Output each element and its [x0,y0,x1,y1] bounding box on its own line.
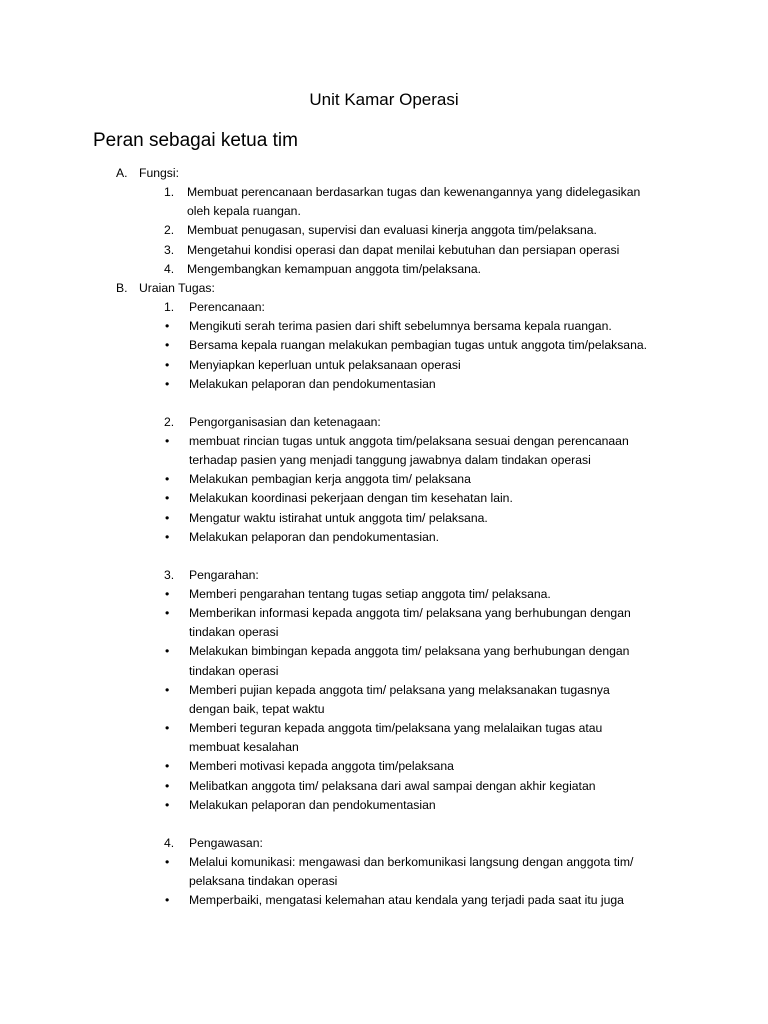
item-text: Mengetahui kondisi operasi dan dapat menilai kebutuhan dan persiapan operasi [187,242,620,257]
section-heading: Peran sebagai ketua tim [93,130,298,151]
bullet-text: membuat kesalahan [189,740,299,755]
item-number: 4. [164,261,175,276]
bullet-text: Memberi pujian kepada anggota tim/ pelaksana yang melaksanakan tugasnya [189,682,610,697]
bullet-icon: • [165,854,170,869]
section-label: B. [116,280,128,295]
item-number: 1. [164,185,175,200]
bullet-text: Memberikan informasi kepada anggota tim/ pelaksana yang berhubungan dengan [189,606,631,621]
section-title: Uraian Tugas: [139,280,215,295]
document-title: Unit Kamar Operasi [309,90,459,109]
item-text: Mengembangkan kemampuan anggota tim/pelaksana. [187,261,482,276]
bullet-icon: • [165,491,170,506]
group-number: 4. [164,835,175,850]
bullet-icon: • [165,433,170,448]
bullet-icon: • [165,759,170,774]
bullet-text: Memberi motivasi kepada anggota tim/pelaksana [189,759,454,774]
bullet-text: Mengatur waktu istirahat untuk anggota tim/ pelaksana. [189,510,488,525]
bullet-text: tindakan operasi [189,663,279,678]
bullet-text: Melibatkan anggota tim/ pelaksana dari awal sampai dengan akhir kegiatan [189,778,596,793]
bullet-text: membuat rincian tugas untuk anggota tim/pelaksana sesuai dengan perencanaan [189,433,629,448]
group-title: Pengorganisasian dan ketenagaan: [189,414,381,429]
item-text: Membuat penugasan, supervisi dan evaluasi kinerja anggota tim/pelaksana. [187,223,597,238]
bullet-text: Memberi teguran kepada anggota tim/pelaksana yang melalaikan tugas atau [189,721,603,736]
bullet-icon: • [165,319,170,334]
bullet-text: Bersama kepala ruangan melakukan pembagian tugas untuk anggota tim/pelaksana. [189,338,648,353]
bullet-icon: • [165,338,170,353]
bullet-icon: • [165,644,170,659]
bullet-icon: • [165,472,170,487]
bullet-text: Melakukan pelaporan dan pendokumentasian [189,797,436,812]
bullet-text: Melakukan koordinasi pekerjaan dengan tim kesehatan lain. [189,491,513,506]
bullet-text: Menyiapkan keperluan untuk pelaksanaan operasi [189,357,461,372]
bullet-icon: • [165,529,170,544]
bullet-text: Melakukan bimbingan kepada anggota tim/ pelaksana yang berhubungan dengan [189,644,630,659]
bullet-text: pelaksana tindakan operasi [189,874,338,889]
bullet-icon: • [165,797,170,812]
item-text: Membuat perencanaan berdasarkan tugas dan kewenangannya yang didelegasikan [187,185,641,200]
bullet-text: Memperbaiki, mengatasi kelemahan atau kendala yang terjadi pada saat itu juga [189,893,624,908]
group-number: 2. [164,414,175,429]
bullet-text: dengan baik, tepat waktu [189,701,325,716]
bullet-text: Mengikuti serah terima pasien dari shift sebelumnya bersama kepala ruangan. [189,319,612,334]
bullet-text: Melakukan pembagian kerja anggota tim/ pelaksana [189,472,471,487]
group-title: Pengawasan: [189,835,263,850]
bullet-text: Melakukan pelaporan dan pendokumentasian. [189,529,440,544]
group-number: 3. [164,567,175,582]
group-number: 1. [164,300,175,315]
bullet-text: tindakan operasi [189,625,279,640]
bullet-icon: • [165,606,170,621]
item-number: 3. [164,242,175,257]
bullet-icon: • [165,357,170,372]
item-number: 2. [164,223,175,238]
bullet-icon: • [165,893,170,908]
bullet-text: terhadap pasien yang menjadi tanggung jawabnya dalam tindakan operasi [189,453,591,468]
bullet-icon: • [165,376,170,391]
bullet-icon: • [165,510,170,525]
bullet-icon: • [165,682,170,697]
group-title: Perencanaan: [189,300,265,315]
bullet-icon: • [165,721,170,736]
section-label: A. [116,166,128,180]
item-text: oleh kepala ruangan. [187,204,301,219]
bullet-icon: • [165,587,170,601]
bullet-text: Melakukan pelaporan dan pendokumentasian [189,376,436,391]
bullet-text: Memberi pengarahan tentang tugas setiap anggota tim/ pelaksana. [189,587,551,601]
group-title: Pengarahan: [189,567,259,582]
bullet-icon: • [165,778,170,793]
bullet-text: Melalui komunikasi: mengawasi dan berkomunikasi langsung dengan anggota tim/ [189,854,634,869]
section-title: Fungsi: [139,166,179,180]
